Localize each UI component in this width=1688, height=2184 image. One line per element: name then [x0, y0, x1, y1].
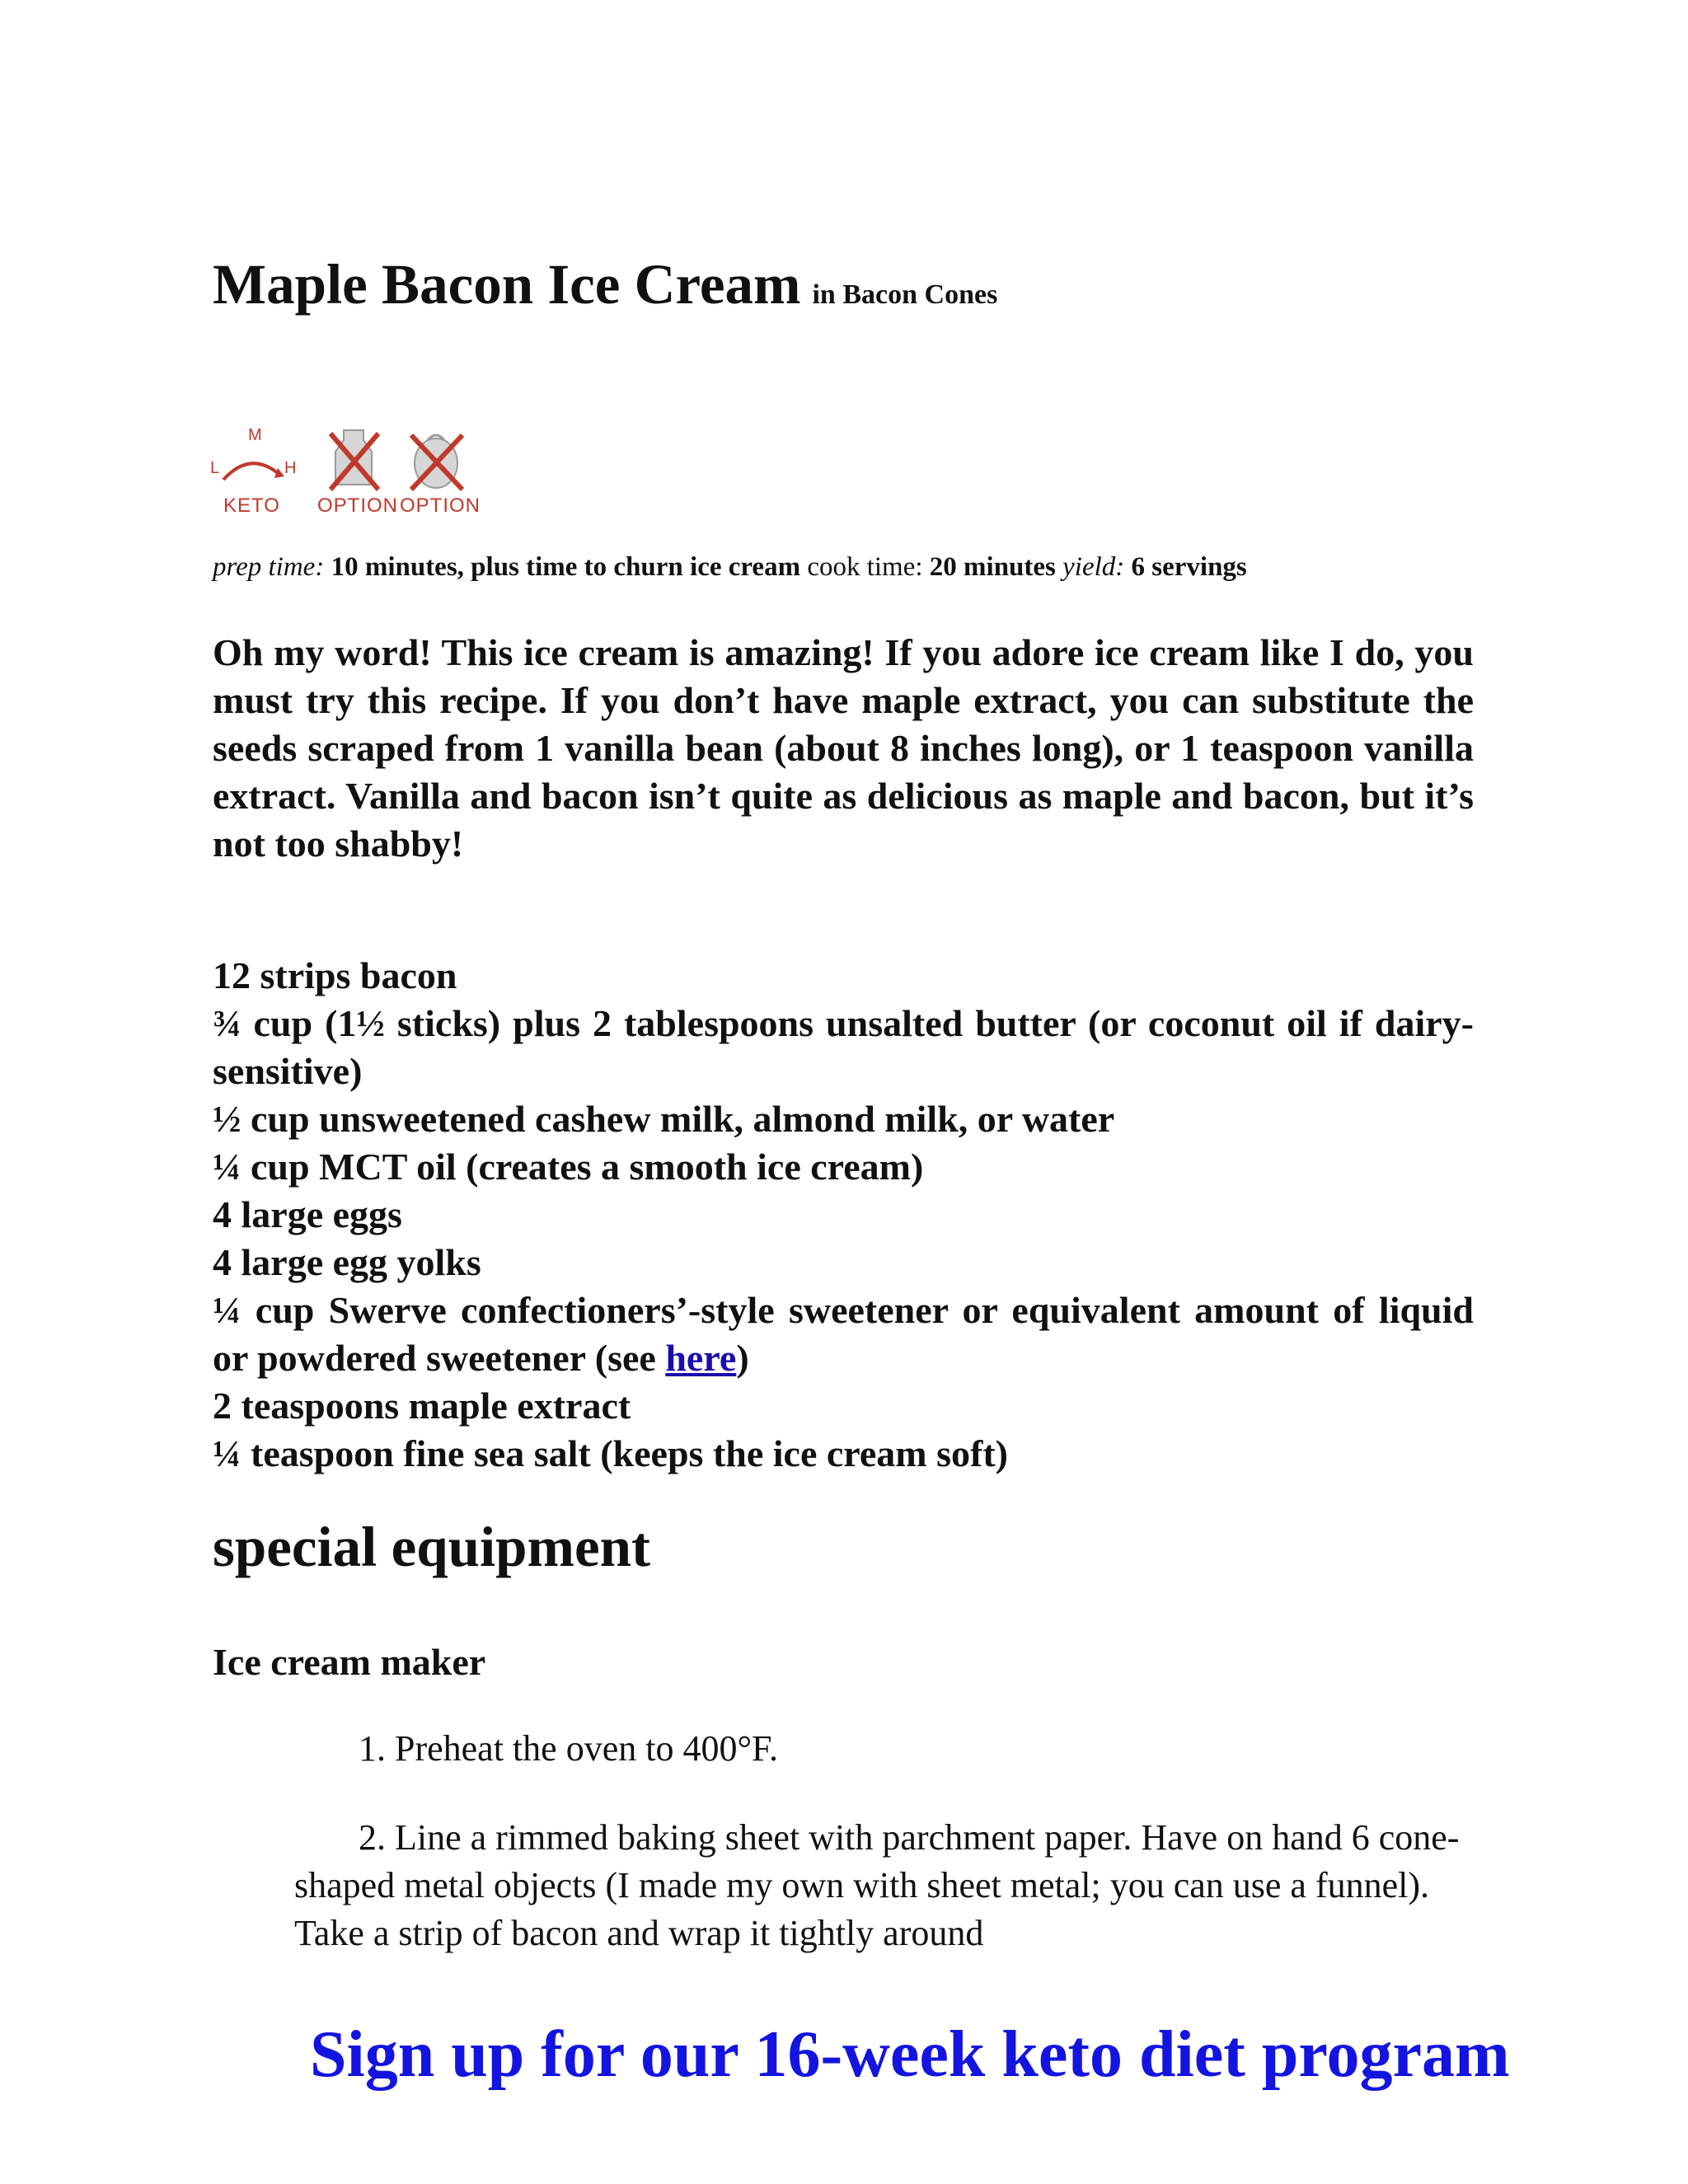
ingredient-item: ¾ cup (1½ sticks) plus 2 tablespoons unsalted butter (or coconut oil if dairy-sensitive): [213, 1002, 1474, 1092]
keto-gauge-icon: [209, 422, 295, 521]
ingredient-item: 12 strips bacon: [213, 954, 457, 996]
ingredient-item: ½ cup unsweetened cashew milk, almond milk, or water: [213, 1098, 1115, 1140]
nut-free-option-icon: [395, 422, 481, 521]
recipe-title-subtitle: in Bacon Cones: [812, 279, 998, 310]
ingredients-list: [213, 952, 1474, 1478]
keto-gauge-letter-m: M: [248, 426, 262, 444]
dairy-option-label: OPTION: [317, 494, 399, 517]
ingredient-item: ¼ cup MCT oil (creates a smooth ice cream): [213, 1146, 924, 1188]
keto-gauge-letter-l: L: [210, 459, 220, 477]
yield-value: 6 servings: [1131, 552, 1247, 582]
recipe-title-main: Maple Bacon Ice Cream: [213, 253, 801, 316]
ingredient-item: ¼ teaspoon fine sea salt (keeps the ice cream soft): [213, 1432, 1008, 1474]
dairy-free-option-icon: [312, 422, 399, 521]
instruction-step: 1. Preheat the oven to 400°F.: [359, 1728, 778, 1769]
instructions-list: [294, 1725, 1473, 1999]
nut-option-label: OPTION: [400, 494, 481, 517]
ingredient-item-sweetener: [213, 1286, 1474, 1382]
sweetener-suffix: ): [736, 1337, 749, 1379]
recipe-meta: [213, 552, 1247, 583]
ingredient-item: 2 teaspoons maple extract: [213, 1385, 631, 1427]
keto-label: KETO: [223, 494, 280, 517]
recipe-intro: Oh my word! This ice cream is amazing! If you adore ice cream like I do, you must try this recipe. If you don’t have maple extract, you can substitute the seeds scraped from 1 vanilla bean (about 8 inches long), or 1 teaspoon vanilla extract. Vanilla and bacon isn’t quite as delicious as maple and bacon, but it’s not too shabby!: [213, 631, 1474, 865]
sweetener-here-link[interactable]: here: [665, 1337, 737, 1379]
equipment-item: Ice cream maker: [213, 1641, 486, 1683]
ingredient-item: 4 large egg yolks: [213, 1241, 481, 1283]
signup-link[interactable]: Sign up for our 16-week keto diet program: [310, 2018, 1510, 2091]
cook-time-label: cook time:: [807, 552, 923, 582]
yield-label: yield:: [1062, 552, 1125, 582]
prep-time-value: 10 minutes, plus time to churn ice cream: [331, 552, 801, 582]
sweetener-text: ¼ cup Swerve confectioners’-style sweetener or equivalent amount of liquid or powdered sweetener (see: [213, 1289, 1474, 1379]
instruction-step: 2. Line a rimmed baking sheet with parchment paper. Have on hand 6 cone-shaped metal objects (I made my own with sheet metal; you can use a funnel). Take a strip of bacon and wrap it tightly around: [294, 1817, 1460, 1953]
prep-time-label: prep time:: [213, 552, 325, 582]
cook-time-value: 20 minutes: [929, 552, 1056, 582]
ingredient-item: 4 large eggs: [213, 1193, 402, 1235]
diet-icons: [209, 422, 481, 521]
special-equipment-heading: special equipment: [213, 1516, 650, 1578]
keto-gauge-letter-h: H: [284, 459, 297, 477]
recipe-title: [213, 254, 997, 316]
